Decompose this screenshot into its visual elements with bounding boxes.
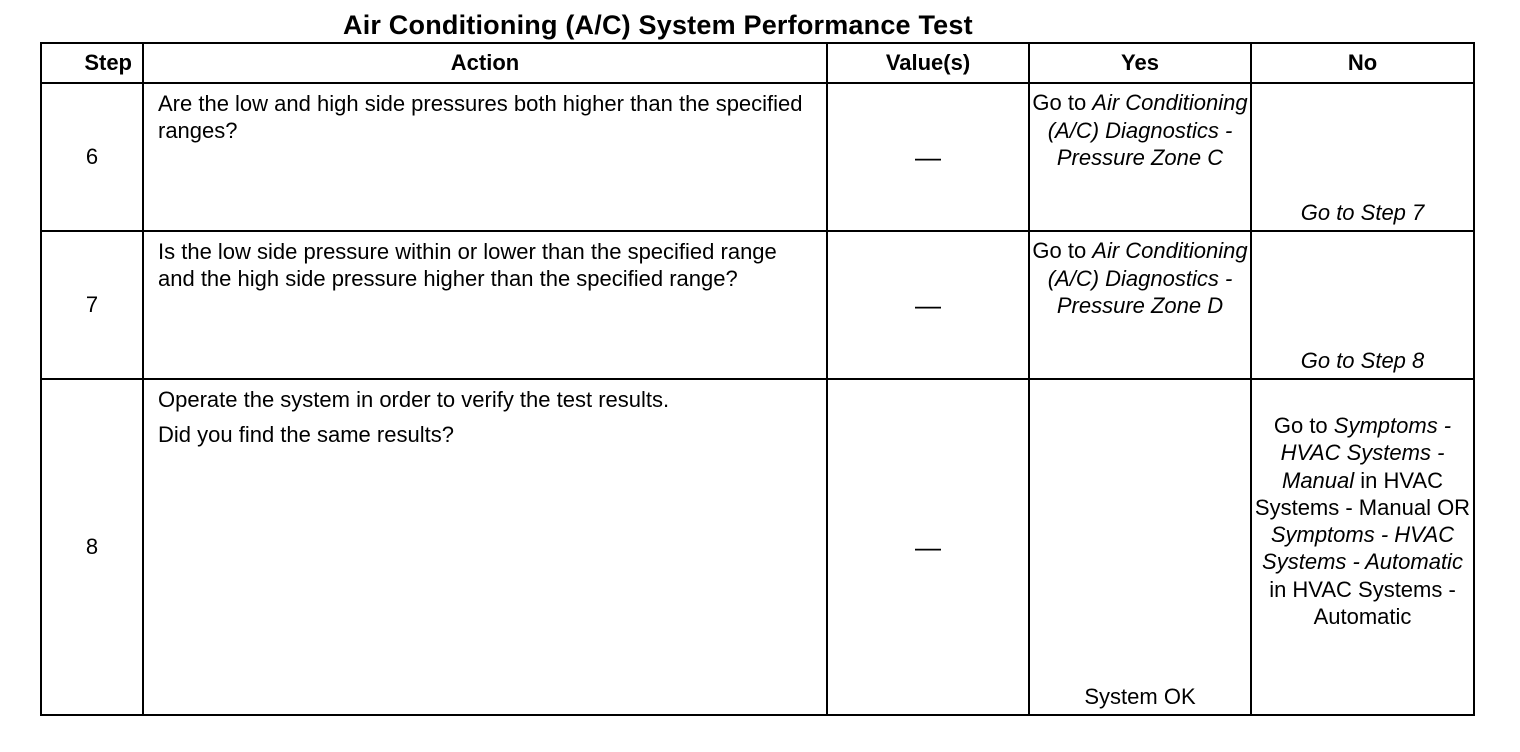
yes-cell [1029,83,1251,231]
action-text-1: Operate the system in order to verify the test results. [158,387,670,412]
yes-cell [1029,231,1251,379]
page-title: Air Conditioning (A/C) System Performance Test [343,10,973,40]
yes-link[interactable]: Air Conditioning (A/C) Diagnostics - Pressure Zone C [1047,90,1248,170]
yes-cell [1029,379,1251,715]
no-link[interactable]: Go to Step 7 [1300,199,1425,225]
header-yes: Yes [1029,43,1251,83]
action-cell [143,231,827,379]
header-row [41,43,1474,83]
table-row [41,231,1474,379]
yes-link[interactable]: Air Conditioning (A/C) Diagnostics - Pressure Zone D [1047,238,1248,318]
step-number: 6 [41,83,143,231]
yes-text: System OK [1084,683,1196,709]
action-text: Are the low and high side pressures both higher than the specified ranges? [158,91,803,143]
header-action: Action [143,43,827,83]
step-number: 7 [41,231,143,379]
header-no: No [1251,43,1474,83]
value-cell: — [827,379,1029,715]
no-cell [1251,379,1474,715]
step-number: 8 [41,379,143,715]
performance-test-table [40,42,1475,716]
header-values: Value(s) [827,43,1029,83]
value-cell: — [827,231,1029,379]
no-mid-automatic: in HVAC Systems - Automatic [1269,576,1456,630]
no-link[interactable]: Go to Step 8 [1300,347,1425,373]
no-link-automatic[interactable]: Symptoms - HVAC Systems - Automatic [1262,522,1463,575]
header-step: Step [41,43,143,83]
yes-prefix: Go to [1032,90,1093,115]
no-prefix: Go to [1273,413,1334,438]
no-mid-manual: in HVAC Systems - Manual OR [1254,467,1471,520]
value-cell: — [827,83,1029,231]
no-link-manual[interactable]: Symptoms - HVAC Systems - Manual [1280,413,1452,493]
table-row [41,83,1474,231]
action-cell [143,83,827,231]
action-text-2: Did you find the same results? [158,422,454,447]
action-cell [143,379,827,715]
no-cell [1251,231,1474,379]
no-cell [1251,83,1474,231]
action-text: Is the low side pressure within or lower than the specified range and the high side pressure higher than the specified range? [158,239,777,291]
table-row [41,379,1474,715]
yes-prefix: Go to [1032,238,1093,263]
